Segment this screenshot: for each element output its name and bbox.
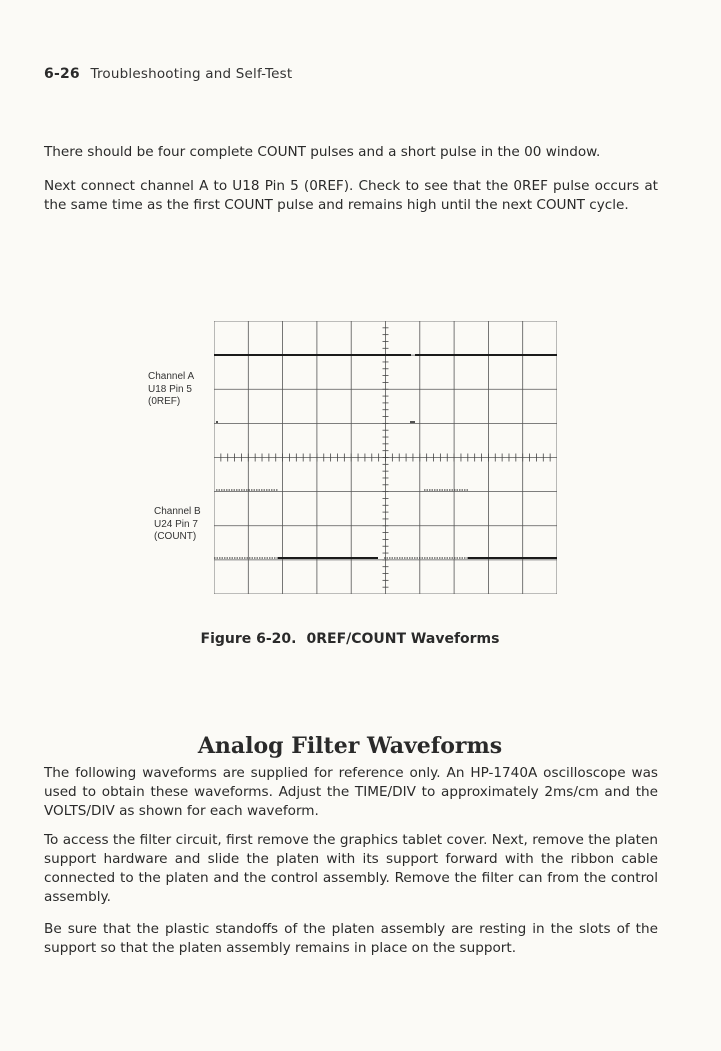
channel-b-label [154, 506, 201, 544]
page-header [44, 66, 292, 82]
figure-caption [0, 631, 700, 647]
channel-a-label [148, 371, 194, 409]
channel-b-signal: (COUNT) [154, 531, 197, 542]
channel-b-pin: U24 Pin 7 [154, 518, 198, 530]
paragraph-access-filter: To access the filter circuit, first remove the graphics tablet cover. Next, remove the platen support hardware and slide the platen with its support forward with the ribbon cable connected to the platen and the control assembly. Remove the filter can from the control assembly. [44, 832, 658, 905]
channel-a-pin: U18 Pin 5 [148, 383, 192, 395]
oscilloscope-display [214, 321, 557, 594]
section-heading: Analog Filter Waveforms [197, 733, 503, 759]
paragraph-reference-waveforms: The following waveforms are supplied for reference only. An HP-1740A oscilloscope was used to obtain these waveforms. Adjust the TIME/DIV to approximately 2ms/cm and the VOLTS/DIV as shown for each waveform. [44, 765, 658, 819]
paragraph-count-pulses: There should be four complete COUNT pulses and a short pulse in the 00 window. [44, 144, 601, 160]
running-title: Troubleshooting and Self-Test [90, 66, 293, 82]
figure-title: 0REF/COUNT Waveforms [306, 631, 500, 647]
page-number: 6-26 [44, 66, 80, 82]
channel-a-signal: (0REF) [148, 396, 181, 407]
paragraph-oref-check: Next connect channel A to U18 Pin 5 (0REF). Check to see that the 0REF pulse occurs at the same time as the first COUNT pulse and remains high until the next COUNT cycle. [44, 178, 658, 213]
paragraph-standoffs: Be sure that the plastic standoffs of the platen assembly are resting in the slots of the support so that the platen assembly remains in place on the support. [44, 921, 658, 956]
channel-b-name: Channel B [154, 506, 201, 517]
channel-a-name: Channel A [148, 371, 195, 382]
figure-number: Figure 6-20. [200, 631, 297, 647]
